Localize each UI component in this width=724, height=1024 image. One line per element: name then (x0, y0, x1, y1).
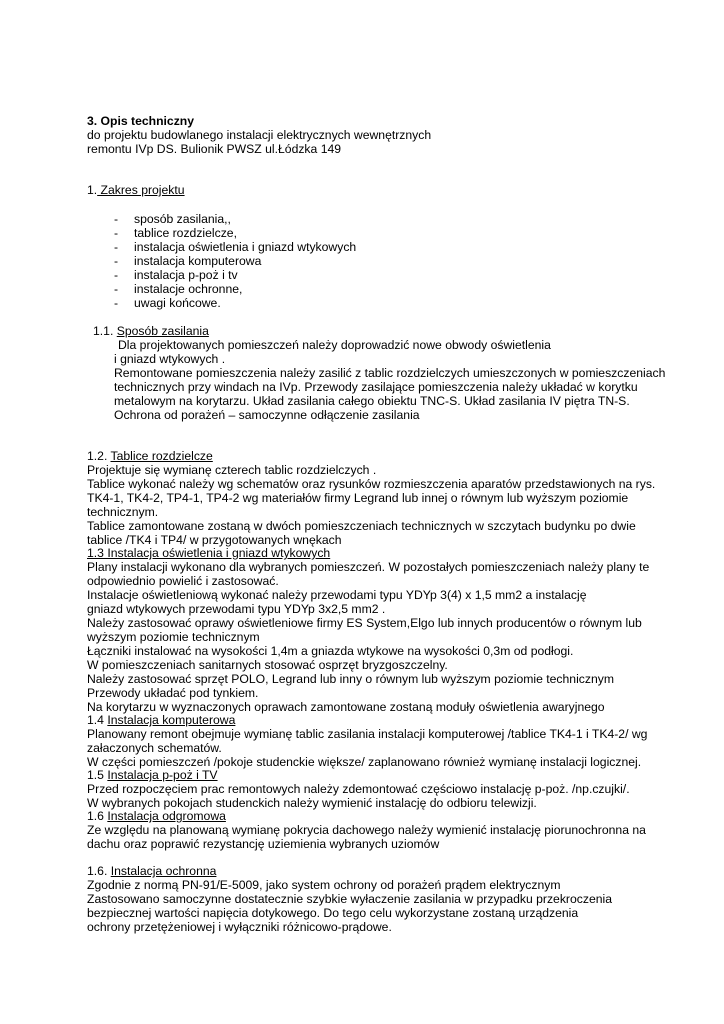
list-item: instalacje ochronne, (134, 282, 243, 296)
list-bullet: - (114, 254, 119, 268)
paragraph-line: dachu oraz poprawić rezystancję uziemienia wybranych uziomów (87, 837, 440, 851)
paragraph-line: Łączniki instalować na wysokości 1,4m a gniazda wtykowe na wysokości 0,3m od podłogi. (87, 644, 574, 658)
section-1-4-title: Instalacja komputerowa (107, 713, 236, 727)
doc-subtitle-line2: remontu IVp DS. Bulionik PWSZ ul.Łódzka 149 (87, 142, 342, 156)
paragraph-line: W wybranych pokojach studenckich należy wymienić instalację do odbioru telewizji. (87, 796, 537, 810)
paragraph-line: wyższym poziomie technicznym (87, 630, 260, 644)
doc-subtitle-line1: do projektu budowlanego instalacji elektrycznych wewnętrznych (87, 128, 432, 142)
paragraph-line: i gniazd wtykowych . (114, 352, 226, 366)
section-1-1-title: Sposób zasilania (116, 324, 209, 338)
list-item: instalacja p-poż i tv (134, 268, 238, 282)
section-1-6-heading (87, 809, 226, 823)
paragraph-line: TK4-1, TK4-2, TP4-1, TP4-2 wg materiałów firmy Legrand lub innej o równym lub wyższym poziomie (87, 491, 629, 505)
section-1-6-number: 1.6 (87, 809, 108, 823)
paragraph-line: Ochrona od porażeń – samoczynne odłączenie zasilania (114, 408, 420, 422)
list-bullet: - (114, 212, 119, 226)
paragraph-line: Instalacje oświetleniową wykonać należy przewodami typu YDYp 3(4) x 1,5 mm2 a instalację (87, 588, 587, 602)
paragraph-line: bezpiecznej wartości napięcia dotykowego. Do tego celu wykorzystane zostaną urządzenia (87, 906, 579, 920)
section-1-1-number: 1.1. (93, 324, 114, 338)
paragraph-line: technicznym. (87, 505, 159, 519)
section-1-3-heading: 1.3 Instalacja oświetlenia i gniazd wtykowych (87, 546, 331, 560)
paragraph-line: Dla projektowanych pomieszczeń należy doprowadzić nowe obwody oświetlenia (118, 338, 551, 352)
section-1-2-number: 1.2. (87, 449, 111, 463)
paragraph-line: Plany instalacji wykonano dla wybranych pomieszczeń. W pozostałych pomieszczeniach należy plany te (87, 560, 650, 574)
paragraph-line: gniazd wtykowych przewodami typu YDYp 3x2,5 mm2 . (87, 602, 386, 616)
paragraph-line: W części pomieszczeń /pokoje studenckie większe/ zaplanowano również wymianę instalacji logicznej. (87, 755, 642, 769)
list-bullet: - (114, 240, 119, 254)
list-item: instalacja komputerowa (134, 254, 262, 268)
paragraph-line: W pomieszczeniach sanitarnych stosować osprzęt bryzgoszczelny. (87, 658, 448, 672)
paragraph-line: Tablice zamontowane zostaną w dwóch pomieszczeniach technicznych w szczytach budynku po dwie (87, 519, 636, 533)
list-item: sposób zasilania,, (134, 212, 231, 226)
paragraph-line: załaczonych schematów. (87, 741, 222, 755)
doc-title: 3. Opis techniczny (87, 114, 195, 128)
section-1-5-heading (87, 768, 218, 782)
section-1-6b-number: 1.6. (87, 864, 111, 878)
list-bullet: - (114, 282, 119, 296)
list-item: instalacja oświetlenia i gniazd wtykowych (134, 240, 357, 254)
section-1-1-heading (93, 324, 209, 338)
list-bullet: - (114, 296, 119, 310)
paragraph-line: ochrony przetężeniowej i wyłączniki różnicowo-prądowe. (87, 920, 392, 934)
section-1-2-title: Tablice rozdzielcze (110, 449, 213, 463)
paragraph-line: metalowym na korytarzu. Układ zasilania całego obiektu TNC-S. Układ zasilania IV piętra TN-S. (114, 394, 630, 408)
paragraph-line: Zgodnie z normą PN-91/E-5009, jako system ochrony od porażeń prądem elektrycznym (87, 878, 561, 892)
paragraph-line: Należy zastosować sprzęt POLO, Legrand lub inny o równym lub wyższym poziomie technicznym (87, 672, 614, 686)
section-1-2-heading (87, 449, 213, 463)
paragraph-line: Ze względu na planowaną wymianę pokrycia dachowego należy wymienić instalację piorunochronna na (87, 823, 646, 837)
paragraph-line: Przed rozpoczęciem prac remontowych należy zdemontować częściowo instalację p-poż. /np.czujki/. (87, 782, 630, 796)
section-1-5-title: Instalacja p-poż i TV (107, 768, 218, 782)
paragraph-line: tablice /TK4 i TP4/ w przygotowanych wnękach (87, 533, 342, 547)
list-bullet: - (114, 268, 119, 282)
paragraph-line: Zastosowano samoczynne dostatecznie szybkie wyłaczenie zasilania w przypadku przekroczenia (87, 892, 612, 906)
paragraph-line: Należy zastosować oprawy oświetleniowe firmy ES System,Elgo lub innych producentów o równym lub (87, 616, 642, 630)
section-1-6b-heading (87, 864, 216, 878)
section-1-4-number: 1.4 (87, 713, 108, 727)
paragraph-line: Planowany remont obejmuje wymianę tablic zasilania instalacji komputerowej /tablice TK4-1 i TK4-2/ wg (87, 727, 648, 741)
paragraph-line: odpowiednio powielić i zastosować. (87, 574, 279, 588)
list-item: tablice rozdzielcze, (134, 226, 237, 240)
section-1-4-heading (87, 713, 235, 727)
paragraph-line: Na korytarzu w wyznaczonych oprawach zamontowane zostaną moduły oświetlenia awaryjnego (87, 700, 605, 714)
section-1-6b-title: Instalacja ochronna (110, 864, 217, 878)
section-1-heading (87, 183, 185, 197)
section-1-title: Zakres projektu (97, 183, 185, 197)
list-item: uwagi końcowe. (134, 296, 221, 310)
paragraph-line: technicznych przy windach na IVp. Przewody zasilające pomieszczenia należy układać w korytku (114, 380, 638, 394)
paragraph-line: Projektuje się wymianę czterech tablic rozdzielczych . (87, 463, 377, 477)
paragraph-line: Tablice wykonać należy wg schematów oraz rysunków rozmieszczenia aparatów przedstawionych na rys. (87, 477, 656, 491)
paragraph-line: Remontowane pomieszczenia należy zasilić z tablic rozdzielczych umieszczonych w pomieszczeniach (114, 366, 666, 380)
paragraph-line: Przewody układać pod tynkiem. (87, 686, 259, 700)
section-1-6-title: Instalacja odgromowa (107, 809, 226, 823)
list-bullet: - (114, 226, 119, 240)
section-1-number: 1. (87, 183, 98, 197)
section-1-5-number: 1.5 (87, 768, 108, 782)
